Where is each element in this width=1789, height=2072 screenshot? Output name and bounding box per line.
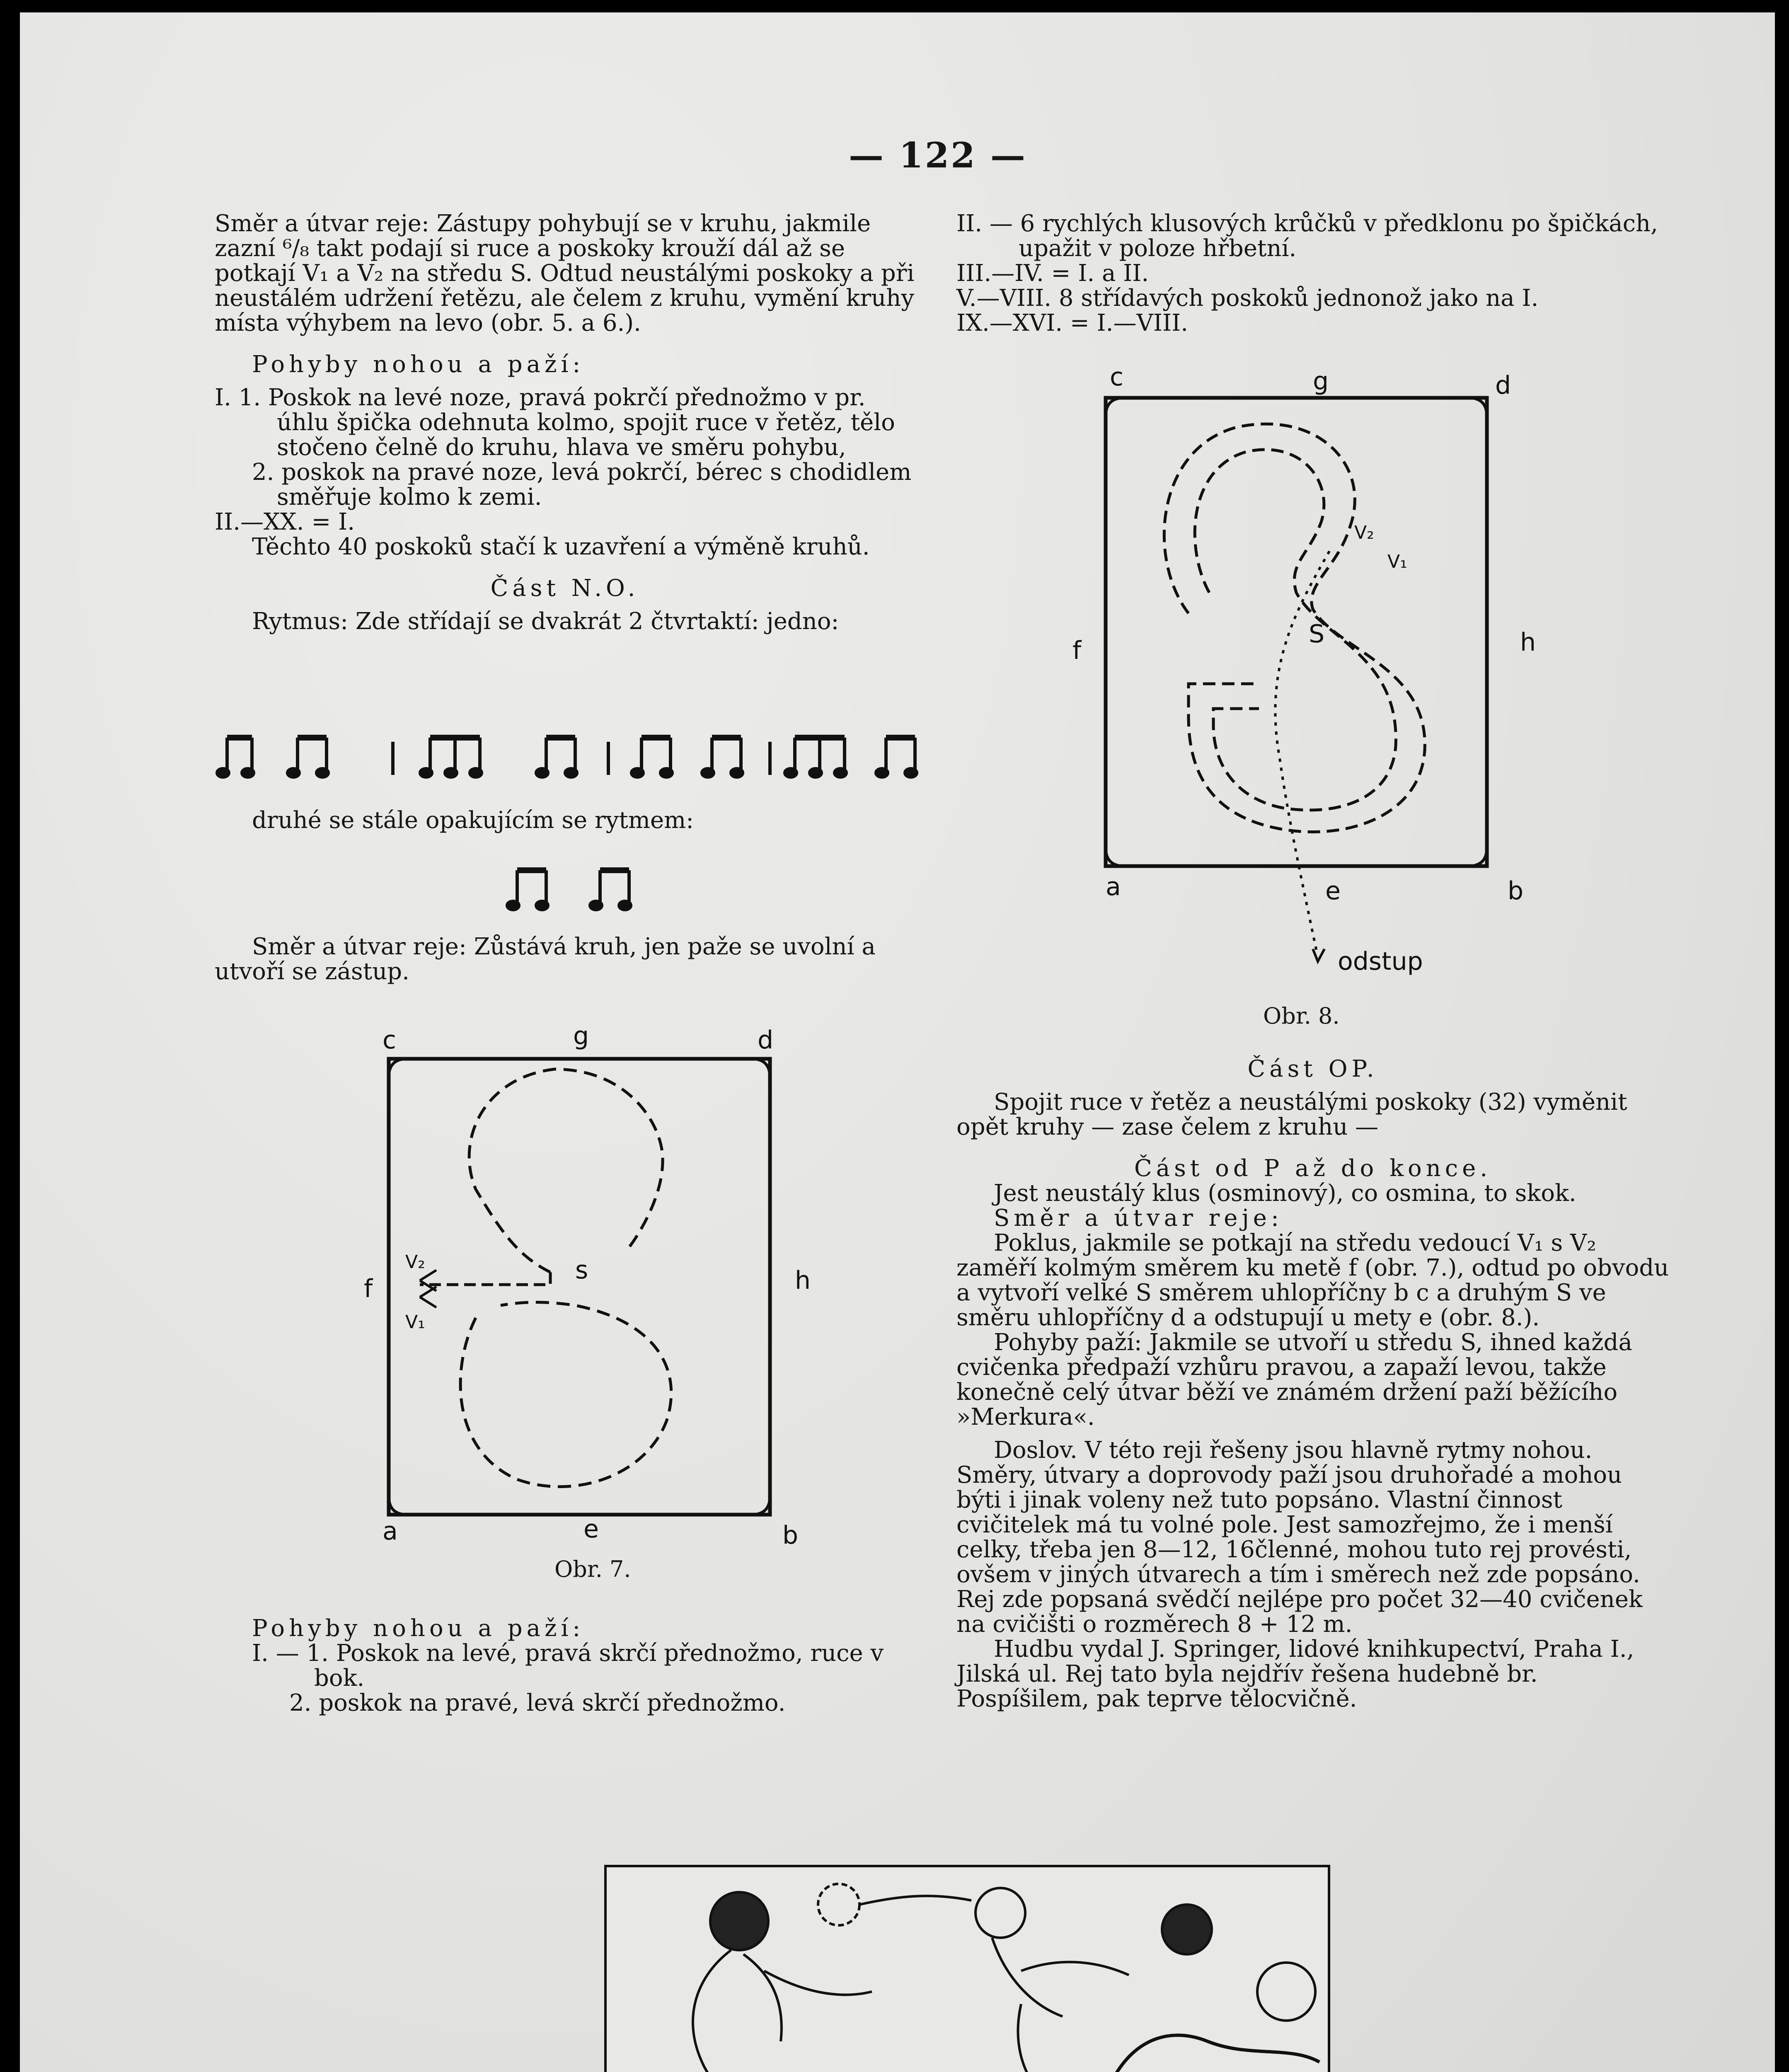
- figure-8-caption: Obr. 8.: [1263, 1003, 1340, 1029]
- fig7-label-g: g: [573, 1021, 589, 1051]
- note-group-8: [876, 738, 917, 777]
- fig8-label-c: c: [1110, 363, 1123, 392]
- garland-rope: [859, 1896, 971, 1905]
- left-column-bottom: [252, 1616, 915, 1716]
- figure-right-head: [976, 1888, 1025, 1938]
- note-group-3: [420, 738, 482, 777]
- heading-cast-op: Část OP.: [1247, 1055, 1378, 1082]
- fig7-label-h: h: [795, 1266, 811, 1295]
- fig8-corner-a: [1106, 847, 1124, 866]
- fig8-dotted-exit: [1275, 551, 1329, 953]
- paragraph-hudbu-vydal: Hudbu vydal J. Springer, lidové knihkupectví, Praha I., Jilská ul. Rej tato byla nejdřív řešena hudebně br. Pospíšilem, pak teprve tělocvičně.: [956, 1636, 1634, 1712]
- decorative-illustration: [604, 1865, 1330, 2072]
- paragraph-spojit-ruce: Spojit ruce v řetěz a neustálými poskoky (32) vyměnit opět kruhy — zase čelem z kruhu —: [956, 1089, 1627, 1140]
- instruction-k-2: III.—IV. = I. a II.: [956, 260, 1149, 287]
- fig8-label-g: g: [1313, 367, 1329, 396]
- paragraph-poklus: Poklus, jakmile se potkají na středu vedoucí V₁ s V₂ zaměří kolmým směrem ku metě f (obr. 7.), odtud po obvodu a vytvoří velké S směrem uhlopříčny b c a druhým S ve směru uhlopříčny d a odstupují u mety e (obr. 8.).: [956, 1230, 1669, 1331]
- note-group-10: [590, 870, 631, 910]
- paragraph-rytmus: Rytmus: Zde střídají se dvakrát 2 čtvrtaktí: jedno:: [252, 608, 839, 635]
- right-column-top: [956, 211, 1669, 336]
- left-column-lower: [215, 934, 915, 984]
- fig7-label-s: s: [575, 1256, 588, 1285]
- fig8-corner-d: [1468, 398, 1487, 416]
- fig8-inner-s: [1195, 450, 1396, 810]
- figure-right-body: [992, 1938, 1129, 2016]
- fig7-label-f: f: [364, 1274, 373, 1303]
- paragraph-druhe-rytmus: druhé se stále opakujícím se rytmem:: [252, 807, 694, 834]
- fig8-label-odstup: odstup: [1338, 947, 1423, 976]
- instruction-k-4: IX.—XVI. = I.—VIII.: [956, 310, 1189, 336]
- illustration-figures: [607, 1867, 1328, 2072]
- figure-left-arm: [764, 1971, 872, 1995]
- fig7-label-b: b: [782, 1521, 799, 1550]
- fig7-label-e: e: [583, 1515, 599, 1544]
- instruction-i-1: I. 1. Poskok na levé noze, pravá pokrčí přednožmo v pr. úhlu špička odehnuta kolmo, spojit ruce v řetěz, tělo stočeno čelně do kruhu, hlava ve směru pohybu,: [215, 384, 895, 461]
- paragraph-neustaly-klus: Jest neustálý klus (osminový), co osmina, to skok.: [994, 1180, 1576, 1207]
- instruction-j-2: 2. poskok na pravé, levá skrčí přednožmo.: [289, 1690, 786, 1716]
- fig7-lower-loop: [460, 1302, 671, 1487]
- fig7-label-a: a: [382, 1517, 398, 1546]
- fig8-label-e: e: [1325, 876, 1341, 905]
- fig8-label-f: f: [1072, 636, 1082, 665]
- fig7-label-d: d: [758, 1026, 774, 1055]
- heading-cast-od-p: Část od P až do konce.: [1134, 1155, 1492, 1182]
- fig8-corner-b: [1468, 847, 1487, 866]
- figure-right-leg: [1018, 2004, 1046, 2072]
- fig8-label-h: h: [1520, 628, 1536, 657]
- note-group-7: [785, 738, 846, 777]
- page-number: — 122 —: [849, 135, 1027, 176]
- heading-smer-utvar-3: Směr a útvar reje:: [994, 1205, 1283, 1232]
- fig7-corner-c: [389, 1059, 407, 1077]
- fig7-center-path: [420, 1272, 550, 1285]
- fig8-outer-s: [1164, 424, 1425, 832]
- rocks: [1104, 2035, 1319, 2072]
- figure-left-head: [710, 1892, 768, 1950]
- paragraph-pohyby-pazi: Pohyby paží: Jakmile se utvoří u středu S, ihned každá cvičenka předpaží vzhůru pravou, a zapaží levou, takže konečně celý útvar běží ve známém držení paží běžícího »Merkura«.: [956, 1329, 1632, 1431]
- note-group-2: [288, 738, 328, 777]
- right-column-bottom: [956, 1057, 1669, 1711]
- note-group-4: [536, 738, 577, 777]
- paragraph-smer-utvar-2: Směr a útvar reje: Zůstává kruh, jen paže se uvolní a utvoří se zástup.: [215, 933, 876, 985]
- heading-pohyby-nohou-pazi-2: Pohyby nohou a paží:: [252, 1615, 585, 1642]
- rhythm-notation-1: [215, 725, 927, 787]
- note-group-1: [217, 738, 254, 777]
- fig8-field: [1106, 398, 1487, 866]
- fig7-field: [389, 1059, 770, 1515]
- fig8-label-d: d: [1495, 371, 1511, 400]
- page: [20, 12, 1775, 2072]
- figure-far-head: [1162, 1905, 1212, 1954]
- figure-edge-head: [1257, 1963, 1315, 2021]
- heading-pohyby-nohou-pazi: Pohyby nohou a paží:: [252, 351, 585, 378]
- fig8-arrow-odstup: [1313, 949, 1324, 961]
- instruction-ii-xx: II.—XX. = I.: [215, 508, 355, 535]
- fig8-label-s: S: [1309, 620, 1325, 649]
- instruction-j-1: I. — 1. Poskok na levé, pravá skrčí přednožmo, ruce v bok.: [252, 1640, 884, 1692]
- figure-7-diagram: [343, 1015, 840, 1566]
- paragraph-doslov: Doslov. V této reji řešeny jsou hlavně rytmy nohou. Směry, útvary a doprovody paží jsou druhořadé a mohou býti i jinak voleny než tuto popsáno. Vlastní činnost cvičitelek má tu volné pole. Jest samozřejmo, že i menší celky, třeba jen 8—12, 16členné, mohou tuto rej provésti, ovšem v jiných útvarech a tím i směrech než zde popsáno. Rej zde popsaná svědčí nejlépe pro počet 32—40 cvičenek na cvičišti o rozměrech 8 + 12 m.: [956, 1437, 1643, 1638]
- fig7-upper-loop: [469, 1069, 663, 1272]
- note-group-5: [632, 738, 672, 777]
- fig7-label-v1: V₁: [405, 1312, 425, 1333]
- left-column-mid: [252, 808, 915, 833]
- fig7-label-c: c: [382, 1026, 396, 1055]
- paragraph-40-poskoku: Těchto 40 poskoků stačí k uzavření a výměně kruhů.: [252, 533, 870, 560]
- instruction-i-2: 2. poskok na pravé noze, levá pokrčí, bérec s chodidlem směřuje kolmo k zemi.: [252, 459, 912, 511]
- left-column: [215, 211, 915, 634]
- fig8-label-b: b: [1508, 876, 1524, 905]
- note-group-6: [702, 738, 743, 777]
- figure-8-diagram: [1064, 352, 1561, 982]
- fig7-corner-d: [751, 1059, 770, 1077]
- fig7-label-v2: V₂: [405, 1251, 425, 1273]
- figure-7-caption: Obr. 7.: [554, 1556, 631, 1582]
- paragraph-smer-utvar-1: Směr a útvar reje: Zástupy pohybují se v kruhu, jakmile zazní ⁶/₈ takt podají si ruce a poskoky krouží dál až se potkají V₁ a V₂ na středu S. Odtud neustálými poskoky a při neustálém udržení řetězu, ale čelem z kruhu, vymění kruhy místa výhybem na levo (obr. 5. a 6.).: [215, 210, 915, 336]
- figure-left-body: [693, 1950, 782, 2072]
- fig7-corner-a: [389, 1496, 407, 1515]
- heading-cast-no: Část N.O.: [490, 575, 639, 602]
- fig8-label-v2: V₂: [1354, 522, 1374, 543]
- instruction-k-3: V.—VIII. 8 střídavých poskoků jednonož jako na I.: [956, 285, 1539, 312]
- garland-wreath: [818, 1884, 859, 1925]
- rhythm-notation-2: [505, 858, 671, 920]
- fig7-corner-b: [751, 1496, 770, 1515]
- fig8-label-a: a: [1106, 872, 1121, 901]
- fig8-label-v1: V₁: [1387, 551, 1407, 572]
- instruction-k-1: II. — 6 rychlých klusových krůčků v předklonu po špičkách, upažit v poloze hřbetní.: [956, 210, 1658, 262]
- fig8-corner-c: [1106, 398, 1124, 416]
- note-group-9: [507, 870, 548, 910]
